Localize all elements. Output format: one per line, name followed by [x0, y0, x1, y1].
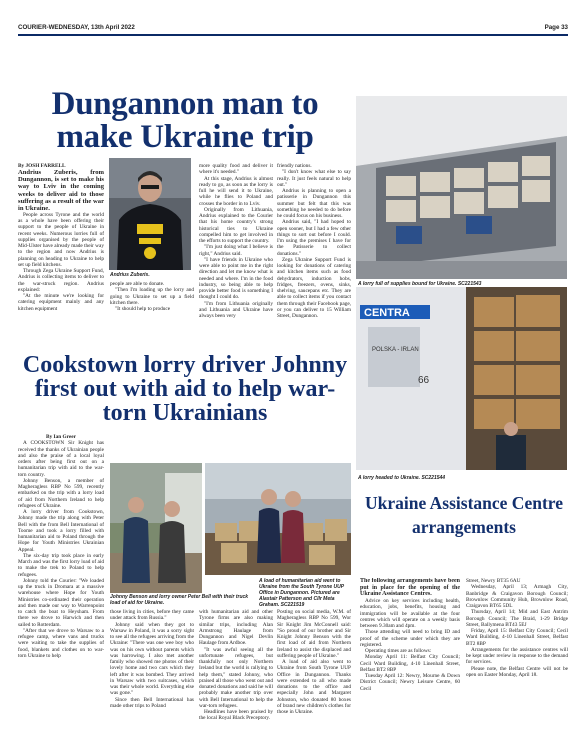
masthead-rule	[18, 34, 568, 36]
paragraph: Arrangements for the assistance centres will be kept under review in response to the demand for services.	[466, 646, 568, 666]
johnny-peter-image	[110, 463, 202, 593]
paragraph: At this stage, Andrius is almost ready to go, as soon as the lorry is full he will send it to Ukraine, while he flies to Poland and crosses the border in to Lviv.	[199, 175, 273, 207]
andrius-photo	[109, 158, 191, 270]
story3-headline: Ukraine Assistance Centre arrangements	[365, 493, 563, 537]
paragraph: Tuesday April 12: Newry, Mourne & Down District Council; Newry Leisure Centre, 60 Cecil	[360, 673, 460, 692]
paragraph: "I have friends in Ukraine who were able to point me in the right direction and let me know what is needed and where. I'm in the food industry, so being able to help provide better food is something I thought I could do.	[199, 256, 273, 301]
paragraph: Johnny said when they got to Warsaw in Poland, it was a sorry sight to see all the refugees arriving from the Ukraine: "There was one wee boy who was on his own without parents which was harrowing. I also met another family who showed me photos of their lovely home and two cars which they left after it was bombed. They arrived in Warsaw with two suitcases, which was their whole world. Everything else was gone."	[110, 621, 194, 697]
paragraph: Thursday, April 14; Mid and East Antrim Borough Council; The Braid, 1-29 Bridge Street, Ballymena BT43 5EJ	[466, 609, 568, 628]
paragraph: A lorry driver from Cookstown, Johnny made the trip along with Peter Bell with the from Bell International of Toome and took a lorry filled with humanitarian aid to Poland through the Hope for Youth Ministries Ukrainian Appeal.	[18, 509, 104, 553]
paragraph: A COOKSTOWN Sir Knight has received the thanks of Ukrainian people and also the praise of a local loyal orders after being first out on a humanitarian trip with aid to the war-torn country.	[18, 440, 104, 478]
story2-byline: By Ian Greer	[46, 434, 76, 440]
story2-column-2	[110, 609, 194, 722]
paragraph: Friday, April 15: Belfast City Council; Cecil Ward Building, 4-10 Linenhall Street, Belfast BT2 8BP	[466, 628, 568, 647]
lorry-headed-caption: A lorry headed to Ukraine. SC221544	[358, 475, 446, 481]
story1-column-1	[18, 163, 104, 343]
johnny-peter-photo	[110, 463, 202, 593]
paragraph: Since then Bell International has made other trips to Poland	[110, 696, 194, 709]
story1-column-2	[110, 281, 194, 343]
paragraph: The six-day trip took place in early March and was the first lorry load of aid to make the trek to Poland to help refugees.	[18, 552, 104, 578]
paragraph: "It should help to produce	[115, 306, 171, 312]
paragraph: "I'm from Lithuania originally and Lithuania and Ukraine have always been very	[199, 300, 273, 319]
lorry-supplies-caption: A lorry full of supplies bound for Ukraine. SC221543	[358, 281, 482, 287]
paragraph: with humanitarian aid and other Tyrone firms are also making similar trips, including Alan Armstrong Haulage from Dungannon and Nigel Devlin Haulage from Ardboe.	[199, 609, 273, 647]
paragraph: "It was awful seeing all the unfortunate refugees, but thankfully not only Northern Ireland but the world is rallying to help them," stated Johnny, who praised all those who went out and donated donations and said he will probably make another trip over with Bell International to help the war-torn refugees.	[199, 646, 273, 709]
paragraph: Zega Ukraine Support Fund is looking for donations of catering and kitchen items such as food dehydrators, induction hobs, fridges, freezers, ovens, sinks, shelving, saucepans etc. They are able to collect items if you contact them through their Facebook page, or you can deliver to 15 William Street, Dungannon.	[277, 256, 351, 319]
story1-lead: Andrius Zuberis, from Dungannon, is set to make his way to Lviv in the coming weeks to deliver aid to those suffering as a result of the war in Ukraine.	[18, 169, 104, 212]
andrius-portrait-image	[109, 158, 191, 270]
paragraph: Those attending will need to bring ID and proof of the scheme under which they are registered.	[360, 629, 460, 648]
group-image	[205, 463, 351, 575]
svg-text:CENTRA: CENTRA	[364, 307, 410, 319]
svg-text:POLSKA - IRLAN: POLSKA - IRLAN	[372, 347, 419, 353]
page-number: Page 33	[544, 24, 568, 31]
paragraph: Andrius said, "I had hoped to open sooner, but I had a few other things to sort out before I could. I'm using the premises I have for the Patisserie to collect donations."	[277, 219, 351, 257]
paragraph: Headlines have been praised by the local Royal Black Preceptory.	[199, 709, 273, 722]
paragraph: A load of aid also went to Ukraine from South Tyrone UUP Office in Dungannon. Thanks were extended to all who made donations to the office and especially John and Margaret Johnston, who donated 80 boxes of brand new children's clothes for those in Ukraine.	[277, 659, 351, 715]
paragraph: Street, Newry BT35 6AU	[466, 578, 521, 584]
paragraph: those living in cities, before they came under attack from Russia."	[110, 609, 194, 622]
story1-byline: By JOSH FARRELL	[18, 163, 66, 169]
paragraph: "At the minute we're looking for catering equipment mainly and any kitchen equipment	[18, 293, 104, 312]
paragraph: People across Tyrone and the world as a whole have been offering their support to the people of Ukraine in recent weeks. Numerous lorries full of supplies organised by the people of Mid-Ulster have already made their way to the region and now Andrius is planning on heading to Ukraine to help set up field kitchens.	[18, 211, 104, 268]
paragraph: Operating times are as follows:	[365, 648, 432, 655]
paragraph: "I'm just doing what I believe is right," Andrius said.	[199, 244, 273, 257]
story3-column-1	[360, 578, 460, 728]
paragraph: "After that we drove to Warsaw to a refugee camp, where vans and trucks were waiting to take the supplies of food, blankets and clothes on to war-torn Ukraine to help	[18, 627, 104, 659]
paragraph: friendly nations.	[277, 163, 312, 169]
paragraph: Johnny told the Courier: "We loaded up the truck in Dromara at a massive warehouse where Hope for Youth Ministries co-ordinated their operation and then made our way to Warrenpoint to catch the boat to Heysham. From there we drove to Harwich and then sailed to Rotterdam.	[18, 577, 104, 628]
johnny-peter-caption: Johnny Benson and lorry owner Peter Bell with their truck load of aid for Ukraine.	[110, 594, 249, 606]
paragraph: Johnny Benson, a member of Magheragless RBP No 599, recently embarked on the trip with a lorry load of aid from Northern Ireland to help refugees of Ukraine.	[18, 477, 104, 509]
story3-lead: The following arrangements have been put in place for the opening of the Ukraine Assistance Centres.	[360, 578, 460, 598]
story2-column-1	[18, 434, 104, 722]
paragraph: Wednesday, April 13; Armagh City, Banbridge & Craigavon Borough Council; Brownlow Community Hub, Brownlow Road, Craigavon BT65 5DL	[466, 584, 568, 609]
paragraph: Please note, the Belfast Centre will not be open on Easter Monday, April 18.	[466, 665, 568, 678]
paragraph: Monday April 11: Belfast City Council; Cecil Ward Building, 4-10 Linenhall Street, Belfast BT2 8BP	[360, 654, 460, 673]
lorry-interior-image	[356, 96, 567, 279]
paragraph: people are able to donate.	[110, 281, 165, 287]
story2-column-4	[277, 609, 351, 722]
story2-column-3	[199, 609, 273, 722]
story2-headline: Cookstown lorry driver Johnny first out with aid to help war-torn Ukrainians	[22, 352, 348, 426]
uup-office-caption: A load of humanitarian aid went to Ukraine from the South Tyrone UUP Office in Dungannon. Pictured are Alastair Patterson and Cllr Meta Graham. SC221519	[259, 578, 344, 608]
story3-column-2	[466, 578, 568, 728]
lorry-boxes-image	[356, 287, 567, 470]
story1-headline: Dungannon man to make Ukraine trip	[51, 86, 319, 155]
paragraph: Posting on social media, W.M. of Magheragless RBP No 599, Wor Sir Knight Jim McConnell said: "So proud of our brother and Sir Knight Johnny Benson with the first load of aid from Northern Ireland to assist the displaced and suffering people of Ukraine."	[277, 609, 351, 659]
paragraph: Advice on key services including health, education, jobs, benefits, housing and immigration will be available at the four centres which will operate on a weekly basis between 9.30am and 4pm.	[360, 598, 460, 630]
lorry-headed-photo	[356, 287, 567, 470]
paragraph: Originally from Lithuania, Andrius explained to the Courier that his home country's strong historical ties to Ukraine compelled him to get involved in the efforts to support the country.	[199, 206, 273, 244]
lorry-supplies-photo	[356, 96, 567, 279]
andrius-photo-caption: Andrius Zuberis.	[110, 272, 150, 278]
paragraph: more quality food and deliver it where it's needed."	[199, 163, 273, 176]
uup-office-group-photo	[205, 463, 351, 575]
masthead	[18, 24, 568, 34]
paragraph: Through Zega Ukraine Support Fund, Andrius is collecting items to deliver to the war-struck region. Andrius explained:	[18, 268, 104, 293]
story1-column-3	[199, 163, 273, 343]
story1-column-4	[277, 163, 351, 343]
masthead-date: COURIER-WEDNESDAY, 13th April 2022	[18, 24, 135, 31]
paragraph: "I don't know what else to say really. It just feels natural to help out."	[277, 169, 351, 188]
svg-text:66: 66	[418, 375, 430, 386]
paragraph: Andrius is planning to open a patisserie in Dungannon this summer but felt that this was something he needed to do before he could focus on his business.	[277, 188, 351, 219]
paragraph: "Then I'm loading up the lorry and going to Ukraine to set up a field kitchen there.	[110, 287, 194, 306]
